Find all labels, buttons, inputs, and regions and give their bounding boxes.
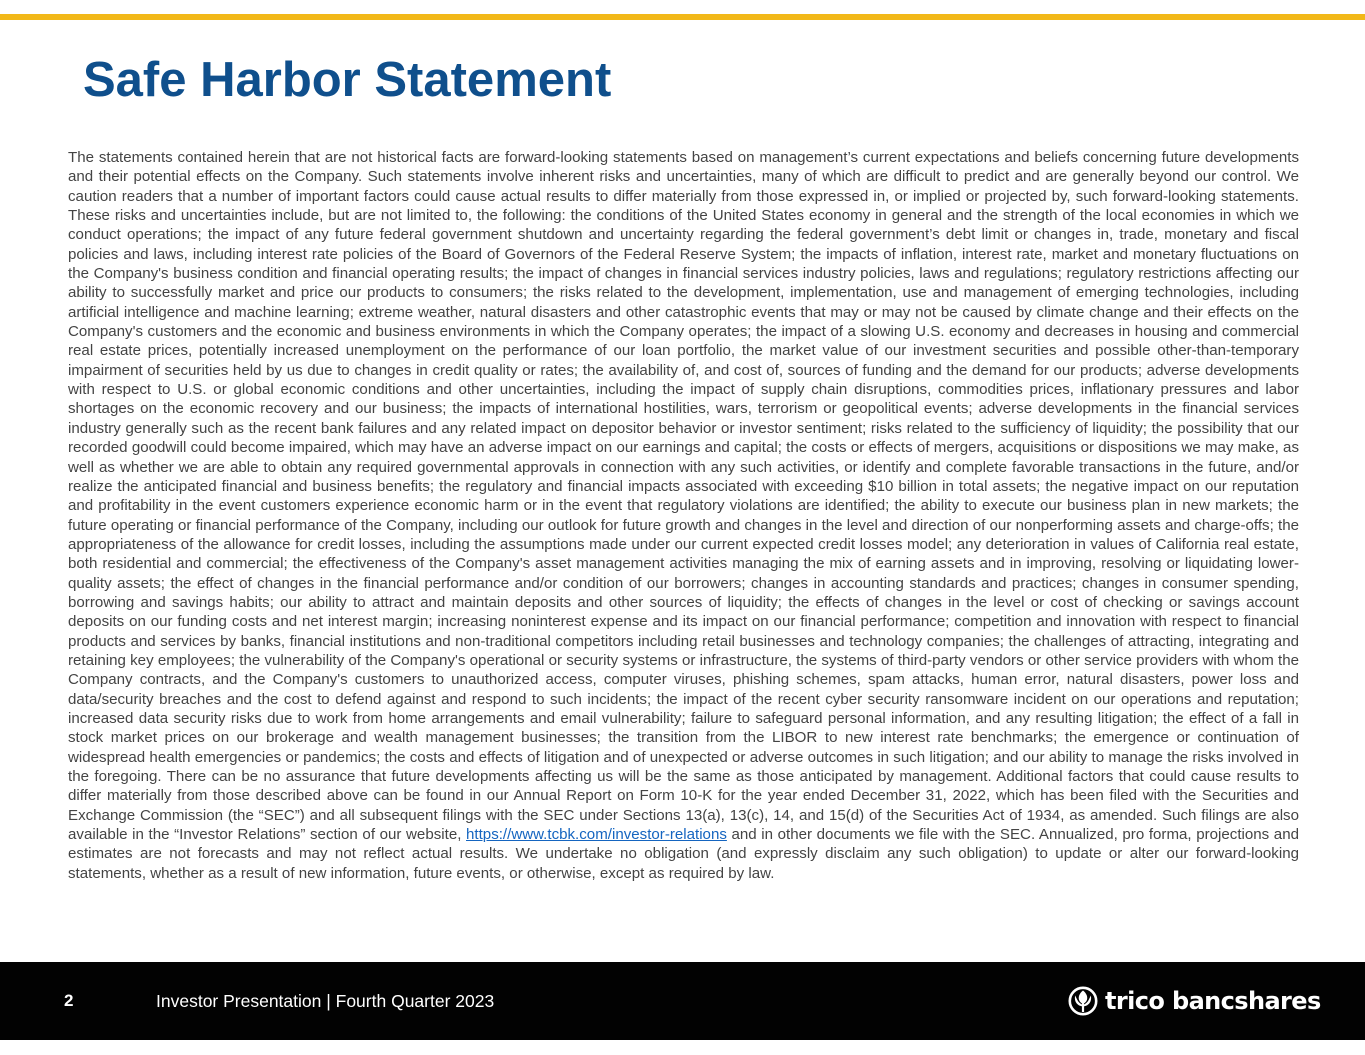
safe-harbor-paragraph — [68, 148, 1299, 883]
logo-wordmark: trico bancshares — [1105, 987, 1321, 1015]
footer-caption: Investor Presentation | Fourth Quarter 2023 — [156, 991, 495, 1011]
top-accent-rule — [0, 14, 1365, 20]
footer-bar — [0, 962, 1365, 1040]
page-number: 2 — [64, 991, 74, 1010]
paragraph-text-after-link: and in other documents we file with the SEC. Annualized, pro forma, projections and estimates are not forecasts and may not reflect actual results. We undertake no obligation (and expressly disclaim any such obligation) to update or alter our forward-looking statements, whether as a result of new information, future events, or otherwise, except as required by law. — [68, 826, 1299, 882]
company-logo — [1068, 984, 1321, 1018]
trico-tree-logo-icon — [1068, 986, 1098, 1016]
page-title: Safe Harbor Statement — [83, 53, 612, 107]
investor-relations-link[interactable]: https://www.tcbk.com/investor-relations — [466, 826, 727, 844]
paragraph-text-before-link: The statements contained herein that are not historical facts are forward-looking statements based on management’s current expectations and beliefs concerning future developments and their potential effects on the Company. Such statements involve inherent risks and uncertainties, many of which are difficult to predict and are generally beyond our control. We caution readers that a number of important factors could cause actual results to differ materially from those expressed in, or implied or projected by, such forward-looking statements. These risks and uncertainties include, but are not limited to, the following: the conditions of the United States economy in general and the strength of the local economies in which we conduct operations; the impact of any future federal government shutdown and uncertainty regarding the federal government’s debt limit or changes in, trade, monetary and fiscal policies and laws, including interest rate policies of the Board of Governors of the Federal Reserve System; the impacts of inflation, interest rate, market and monetary fluctuations on the Company's business condition and financial operating results; the impact of changes in financial services industry policies, laws and regulations; regulatory restrictions affecting our ability to successfully market and price our products to consumers; the risks related to the development, implementation, use and management of emerging technologies, including artificial intelligence and machine learning; extreme weather, natural disasters and other catastrophic events that may or may not be caused by climate change and their effects on the Company's customers and the economic and business environments in which the Company operates; the impact of a slowing U.S. economy and decreases in housing and commercial real estate prices, potentially increased unemployment on the performance of our loan portfolio, the market value of our investment securities and possible other-than-temporary impairment of securities held by us due to changes in credit quality or rates; the availability of, and cost of, sources of funding and the demand for our products; adverse developments with respect to U.S. or global economic conditions and other uncertainties, including the impact of supply chain disruptions, commodities prices, inflationary pressures and labor shortages on the economic recovery and our business; the impacts of international hostilities, wars, terrorism or geopolitical events; adverse developments in the financial services industry generally such as the recent bank failures and any related impact on depositor behavior or investor sentiment; risks related to the sufficiency of liquidity; the possibility that our recorded goodwill could become impaired, which may have an adverse impact on our earnings and capital; the costs or effects of mergers, acquisitions or dispositions we may make, as well as whether we are able to obtain any required governmental approvals in connection with any such activities, or identify and complete favorable transactions in the future, and/or realize the anticipated financial and business benefits; the regulatory and financial impacts associated with exceeding $10 billion in total assets; the negative impact on our reputation and profitability in the event customers experience economic harm or in the event that regulatory violations are identified; the ability to execute our business plan in new markets; the future operating or financial performance of the Company, including our outlook for future growth and changes in the level and direction of our nonperforming assets and charge-offs; the appropriateness of the allowance for credit losses, including the assumptions made under our current expected credit losses model; any deterioration in values of California real estate, both residential and commercial; the effectiveness of the Company's asset management activities managing the mix of earning assets and in improving, resolving or liquidating lower-quality assets; the effect of changes in the financial performance and/or condition of our borrowers; changes in accounting standards and practices; changes in consumer spending, borrowing and savings habits; our ability to attract and maintain deposits and other sources of liquidity; the effects of changes in the level or cost of checking or savings account deposits on our funding costs and net interest margin; increasing noninterest expense and its impact on our financial performance; competition and innovation with respect to financial products and services by banks, financial institutions and non-traditional competitors including retail businesses and technology companies; the challenges of attracting, integrating and retaining key employees; the vulnerability of the Company's operational or security systems or infrastructure, the systems of third-party vendors or other service providers with whom the Company contracts, and the Company's customers to unauthorized access, computer viruses, phishing schemes, spam attacks, human error, natural disasters, power loss and data/security breaches and the cost to defend against and respond to such incidents; the impact of the recent cyber security ransomware incident on our operations and reputation; increased data security risks due to work from home arrangements and email vulnerability; failure to safeguard personal information, and any resulting litigation; the effect of a fall in stock market prices on our brokerage and wealth management businesses; the transition from the LIBOR to new interest rate benchmarks; the emergence or continuation of widespread health emergencies or pandemics; the costs and effects of litigation and of unexpected or adverse outcomes in such litigation; and our ability to manage the risks involved in the foregoing. There can be no assurance that future developments affecting us will be the same as those anticipated by management. Additional factors that could cause results to differ materially from those described above can be found in our Annual Report on Form 10-K for the year ended December 31, 2022, which has been filed with the Securities and Exchange Commission (the “SEC”) and all subsequent filings with the SEC under Sections 13(a), 13(c), 14, and 15(d) of the Securities Act of 1934, as amended. Such filings are also available in the “Investor Relations” section of our website, — [68, 149, 1299, 844]
